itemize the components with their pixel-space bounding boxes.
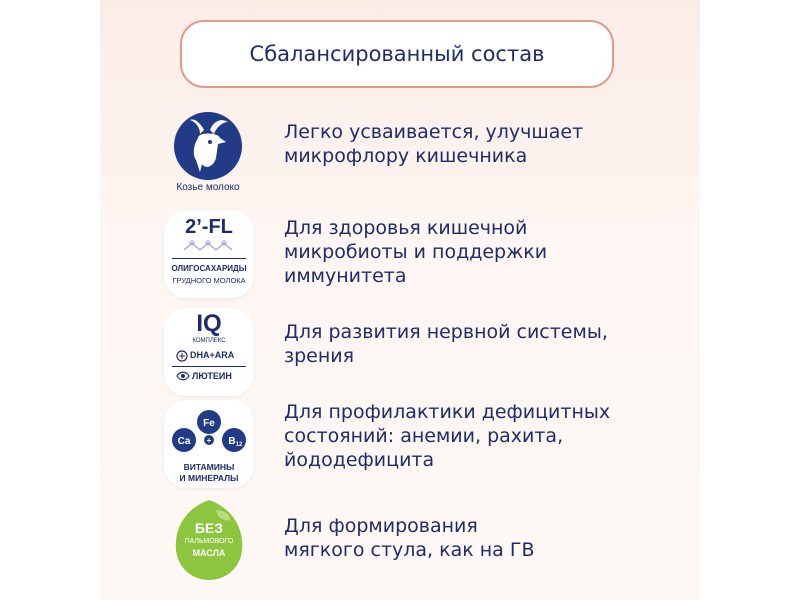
feature-row-goat-milk <box>160 108 700 198</box>
2fl-badge <box>160 210 256 300</box>
goat-milk-badge <box>160 108 256 198</box>
element-b12-sub: 12 <box>235 442 243 448</box>
feature-text-line: Для здоровья кишечной <box>284 217 528 239</box>
feature-row-no-palm-oil <box>160 498 700 588</box>
element-fe: Fe <box>203 418 215 429</box>
dha-icon <box>176 350 188 362</box>
molecule-icon <box>182 240 236 254</box>
feature-text <box>284 400 684 472</box>
no-palm-oil-badge <box>160 498 256 588</box>
feature-text-line: Для развития нервной системы, <box>284 321 608 343</box>
plus-sign: + <box>206 436 212 445</box>
badge-caption: ГРУДНОГО МОЛОКА <box>172 276 246 285</box>
badge-caption: МАСЛА <box>192 548 226 558</box>
iq-badge <box>160 308 256 398</box>
feature-text <box>284 514 684 562</box>
element-ca: Ca <box>177 436 191 447</box>
badge-divider <box>172 366 246 367</box>
feature-row-2fl <box>160 210 700 300</box>
badge-caption: ЛЮТЕИН <box>192 371 232 381</box>
feature-text <box>284 320 684 368</box>
badge-caption: Козье молоко <box>176 182 240 193</box>
feature-text <box>284 216 684 288</box>
badge-caption: И МИНЕРАЛЫ <box>179 473 239 483</box>
title-banner <box>180 20 614 88</box>
badge-caption: ВИТАМИНЫ <box>183 462 235 472</box>
badge-caption: ОЛИГОСАХАРИДЫ <box>171 264 247 273</box>
feature-row-vitamins <box>160 400 700 490</box>
badge-subtitle: КОМПЛЕКС <box>192 338 226 344</box>
badge-caption: БЕЗ <box>194 520 224 536</box>
minerals-icon <box>168 406 250 458</box>
feature-text-line: микробиоты и поддержки <box>284 241 548 263</box>
feature-text-line: микрофлору кишечника <box>284 145 528 167</box>
feature-text-line: Легко усваивается, улучшает <box>284 121 584 143</box>
element-b: B <box>228 436 236 447</box>
feature-text-line: состояний: анемии, рахита, <box>284 425 564 447</box>
badge-title: IQ <box>196 310 222 337</box>
vitamins-badge <box>160 400 256 490</box>
feature-text <box>284 120 684 168</box>
feature-text-line: йододефицита <box>284 449 435 471</box>
feature-text-line: зрения <box>284 345 355 367</box>
badge-caption: ПАЛЬМОВОГО <box>184 538 234 545</box>
eye-icon <box>176 371 190 381</box>
feature-text-line: Для профилактики дефицитных <box>284 401 611 423</box>
badge-divider <box>172 258 246 259</box>
badge-title: 2’-FL <box>185 216 233 238</box>
feature-text-line: Для формирования <box>284 515 478 537</box>
feature-text-line: иммунитета <box>284 265 407 287</box>
feature-text-line: мягкого стула, как на ГВ <box>284 539 535 561</box>
feature-row-iq <box>160 308 700 398</box>
page-title: Сбалансированный состав <box>249 42 545 66</box>
badge-caption: DHA+ARA <box>190 350 235 360</box>
